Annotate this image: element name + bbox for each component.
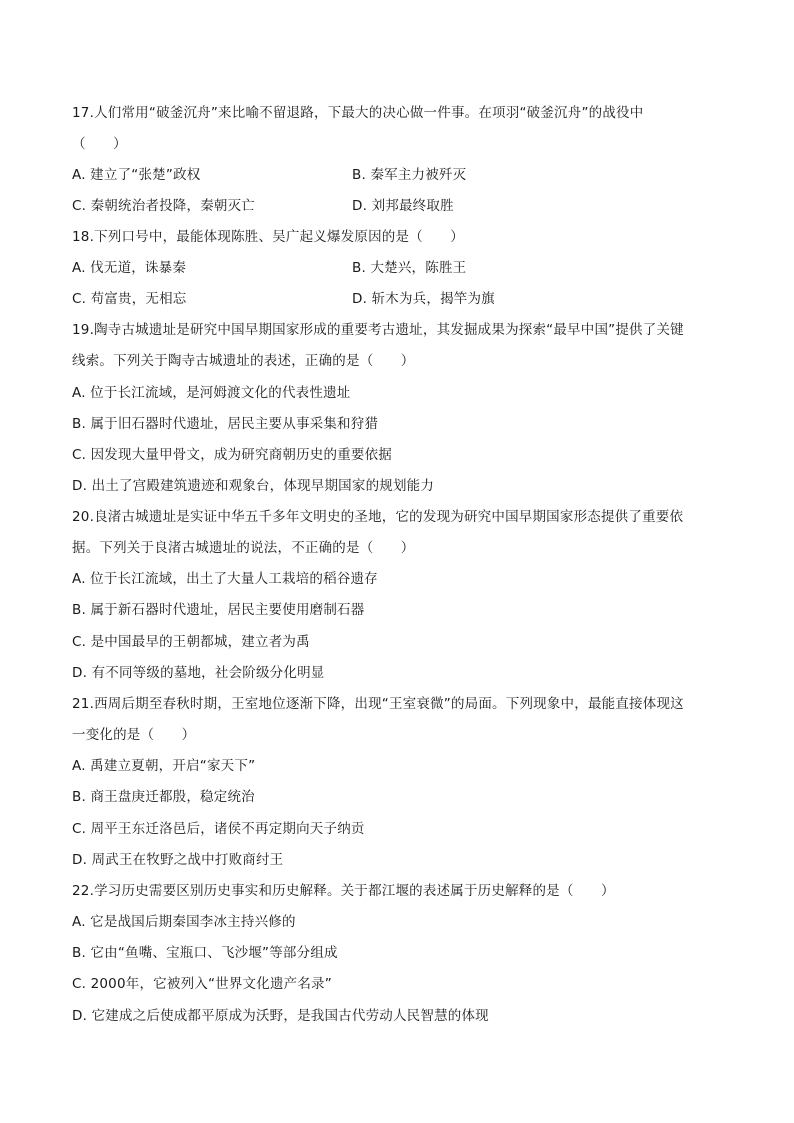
question-20-option-a: A. 位于长江流域，出土了大量人工栽培的稻谷遗存: [72, 571, 378, 587]
question-20-option-c: C. 是中国最早的王朝都城，建立者为禹: [72, 634, 310, 650]
question-18-option-a: A. 伐无道，诛暴秦: [72, 260, 187, 276]
question-19-option-c: C. 因发现大量甲骨文，成为研究商朝历史的重要依据: [72, 447, 393, 463]
question-22-stem: 22.学习历史需要区别历史事实和历史解释。关于都江堰的表述属于历史解释的是（ ）: [72, 883, 615, 899]
question-21-option-b: B. 商王盘庚迁都殷，稳定统治: [72, 789, 255, 805]
question-21-option-a: A. 禹建立夏朝，开启“家天下”: [72, 758, 256, 774]
question-17-option-b: B. 秦军主力被歼灭: [352, 167, 467, 183]
question-22-option-a: A. 它是战国后期秦国李冰主持兴修的: [72, 914, 296, 930]
question-17-stem-line-1: 17.人们常用“破釜沉舟”来比喻不留退路，下最大的决心做一件事。在项羽“破釜沉舟”的战役中: [72, 105, 644, 121]
question-20-option-d: D. 有不同等级的墓地，社会阶级分化明显: [72, 665, 325, 681]
question-19-option-d: D. 出土了宫殿建筑遗迹和观象台，体现早期国家的规划能力: [72, 478, 435, 494]
question-22-option-b: B. 它由“鱼嘴、宝瓶口、飞沙堰”等部分组成: [72, 945, 338, 961]
question-18-option-c: C. 苟富贵，无相忘: [72, 291, 187, 307]
question-17-option-a: A. 建立了“张楚”政权: [72, 167, 201, 183]
question-18-option-b: B. 大楚兴，陈胜王: [352, 260, 467, 276]
question-21-stem-line-2: 一变化的是（ ）: [72, 727, 196, 743]
question-21-stem-line-1: 21.西周后期至春秋时期，王室地位逐渐下降，出现“王室衰微”的局面。下列现象中，最能直接体现这: [72, 696, 684, 712]
question-19-stem-line-2: 线索。下列关于陶寺古城遗址的表述，正确的是（ ）: [72, 353, 415, 369]
question-21-option-c: C. 周平王东迁洛邑后，诸侯不再定期向天子纳贡: [72, 821, 365, 837]
question-22-option-d: D. 它建成之后使成都平原成为沃野，是我国古代劳动人民智慧的体现: [72, 1008, 489, 1024]
question-18-option-d: D. 斩木为兵，揭竿为旗: [352, 291, 495, 307]
question-19-stem-line-1: 19.陶寺古城遗址是研究中国早期国家形成的重要考古遗址，其发掘成果为探索“最早中国”提供了关键: [72, 322, 684, 338]
question-17-option-c: C. 秦朝统治者投降，秦朝灭亡: [72, 198, 256, 214]
question-20-stem-line-1: 20.良渚古城遗址是实证中华五千多年文明史的圣地，它的发现为研究中国早期国家形态提供了重要依: [72, 509, 684, 525]
question-18-stem: 18.下列口号中，最能体现陈胜、吴广起义爆发原因的是（ ）: [72, 229, 464, 245]
question-19-option-b: B. 属于旧石器时代遗址，居民主要从事采集和狩猎: [72, 416, 379, 432]
question-22-option-c: C. 2000年，它被列入“世界文化遗产名录”: [72, 976, 332, 992]
question-17-stem-line-2: （ ）: [72, 136, 127, 152]
question-21-option-d: D. 周武王在牧野之战中打败商纣王: [72, 852, 284, 868]
question-17-option-d: D. 刘邦最终取胜: [352, 198, 454, 214]
question-20-option-b: B. 属于新石器时代遗址，居民主要使用磨制石器: [72, 602, 365, 618]
question-19-option-a: A. 位于长江流域，是河姆渡文化的代表性遗址: [72, 385, 351, 401]
question-20-stem-line-2: 据。下列关于良渚古城遗址的说法，不正确的是（ ）: [72, 540, 415, 556]
